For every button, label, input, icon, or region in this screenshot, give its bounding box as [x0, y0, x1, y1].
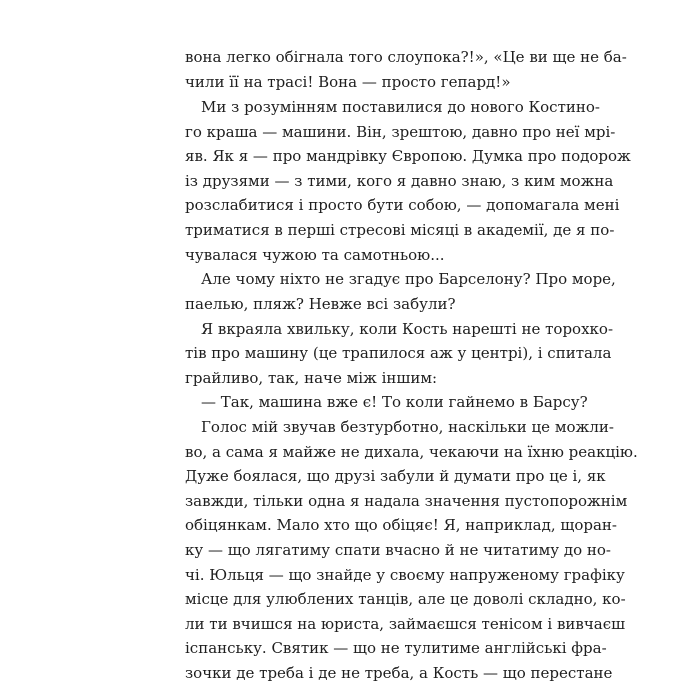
- text-line: во, а сама я майже не дихала, чекаючи на їхню реакцію.: [185, 443, 638, 461]
- text-line: місце для улюблених танців, але це доволі складно, ко-: [185, 590, 626, 608]
- text-line: вона легко обігнала того слоупока?!», «Це ви ще не ба-: [185, 48, 627, 66]
- text-line: обіцянкам. Мало хто що обіцяє! Я, наприклад, щоран-: [185, 516, 617, 534]
- text-line: ку — що лягатиму спати вчасно й не читатиму до но-: [185, 541, 611, 559]
- text-line: Голос мій звучав безтурботно, наскільки це можли-: [201, 418, 614, 436]
- text-line: ли ти вчишся на юриста, займаєшся тенісом і вивчаєш: [185, 615, 626, 633]
- text-line: розслабитися і просто бути собою, — допомагала мені: [185, 196, 620, 214]
- text-line: Але чому ніхто не згадує про Барселону? Про море,: [201, 270, 616, 288]
- text-line: паелью, пляж? Невже всі забули?: [185, 295, 456, 313]
- text-line: Ми з розумінням поставилися до нового Костино-: [201, 98, 600, 116]
- text-line: тів про машину (це трапилося аж у центрі), і спитала: [185, 344, 612, 362]
- text-line: чувалася чужою та самотньою...: [185, 246, 445, 264]
- text-line: грайливо, так, наче між іншим:: [185, 369, 438, 387]
- text-line: триматися в перші стресові місяці в академії, де я по-: [185, 221, 615, 239]
- text-line: зочки де треба і де не треба, а Кость — що перестане: [185, 664, 613, 682]
- text-line: го краша — машини. Він, зрештою, давно про неї мрі-: [185, 123, 616, 141]
- text-line: Я вкраяла хвильку, коли Кость нарешті не торохко-: [201, 320, 614, 338]
- text-line: Дуже боялася, що друзі забули й думати про це і, як: [185, 467, 606, 485]
- text-line: завжди, тільки одна я надала значення пустопорожнім: [185, 492, 628, 510]
- text-line: чили її на трасі! Вона — просто гепард!»: [185, 73, 511, 91]
- text-line: іспанську. Святик — що не тулитиме англійські фра-: [185, 639, 607, 657]
- text-line: чі. Юльця — що знайде у своєму напруженому графіку: [185, 566, 625, 584]
- text-line: яв. Як я — про мандрівку Європою. Думка про подорож: [185, 147, 631, 165]
- text-line: із друзями — з тими, кого я давно знаю, з ким можна: [185, 172, 614, 190]
- dialogue-line: — Так, машина вже є! То коли гайнемо в Барсу?: [201, 393, 588, 411]
